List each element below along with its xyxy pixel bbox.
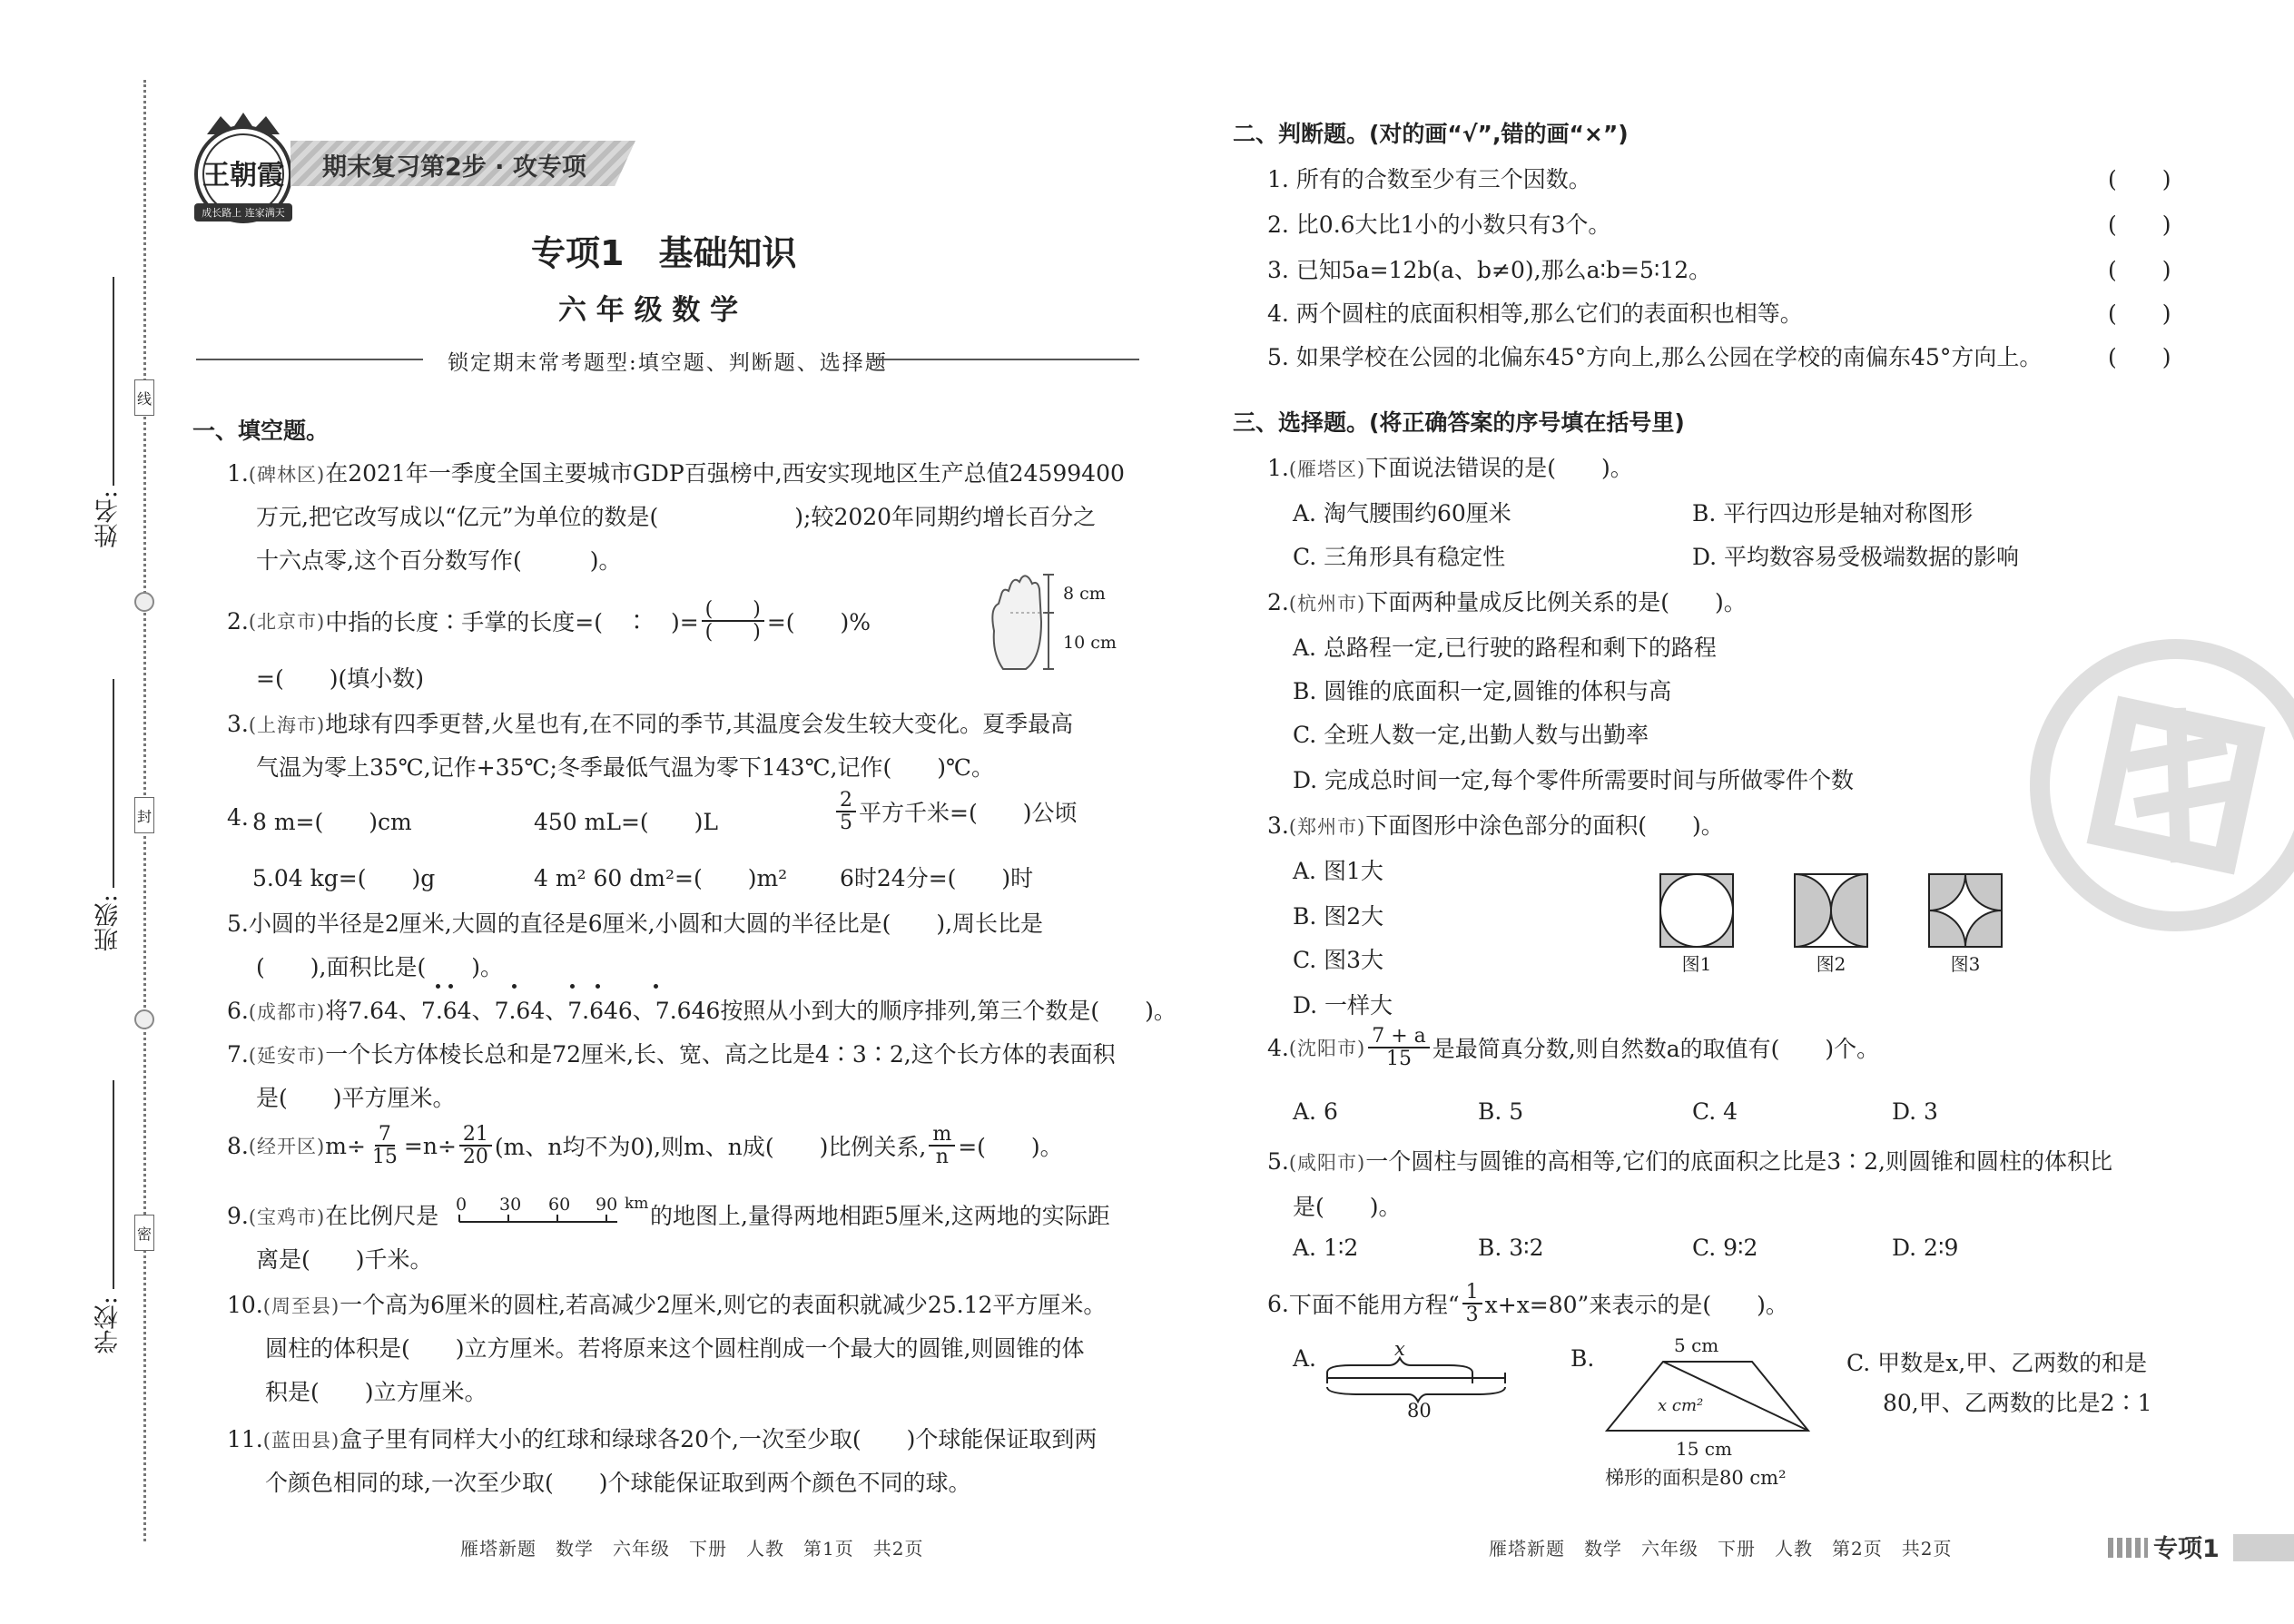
q8-text-d[interactable]: =( )。 bbox=[958, 1134, 1063, 1161]
school-field-line[interactable] bbox=[113, 1080, 114, 1289]
question-1 bbox=[227, 456, 1125, 488]
mc1-option-c[interactable]: C. 三角形具有稳定性 bbox=[1293, 544, 1506, 570]
tagline-rule-right bbox=[867, 359, 1139, 360]
mc1-option-b[interactable]: B. 平行四边形是轴对称图形 bbox=[1692, 500, 1974, 527]
q8-source: (经开区) bbox=[248, 1136, 326, 1158]
mc6-option-b-label[interactable]: B. bbox=[1570, 1345, 1595, 1372]
q2-number: 2. bbox=[227, 607, 249, 635]
q9-line-2[interactable]: 离是( )千米。 bbox=[256, 1246, 433, 1273]
q4-cell-5[interactable]: 4 m² 60 dm²=( )m² bbox=[534, 865, 788, 891]
mc6-fraction bbox=[1462, 1282, 1482, 1325]
mc4-frac-den: 15 bbox=[1386, 1048, 1413, 1071]
q9-line-1-start bbox=[227, 1198, 438, 1231]
q10-line-2[interactable]: 圆柱的体积是( )立方厘米。若将原来这个圆柱削成一个最大的圆锥,则圆锥的体 bbox=[265, 1335, 1085, 1362]
mc6-frac-num: 1 bbox=[1462, 1282, 1482, 1304]
scale-unit: km bbox=[625, 1195, 649, 1213]
q1-line-1: 在2021年一季度全国主要城市GDP百强榜中,西安实现地区生产总值24599400 bbox=[325, 460, 1125, 487]
question-11[interactable] bbox=[227, 1422, 1097, 1454]
q9-source: (宝鸡市) bbox=[248, 1206, 326, 1228]
tagline-rule-left bbox=[196, 359, 423, 360]
q2-text-a: 中指的长度∶手掌的长度=( ∶ )= bbox=[325, 609, 699, 636]
binding-mark-xian: 线 bbox=[134, 379, 154, 416]
q8-fraction-1 bbox=[369, 1124, 401, 1167]
q2-frac-num[interactable]: ( ) bbox=[702, 599, 764, 622]
question-7 bbox=[227, 1037, 1116, 1069]
scale-tick-60: 60 bbox=[548, 1195, 571, 1215]
q3-line-2[interactable]: 气温为零上35℃,记作+35℃;冬季最低气温为零下143℃,记作( )℃。 bbox=[256, 754, 994, 781]
mc1-option-d[interactable]: D. 平均数容易受极端数据的影响 bbox=[1692, 544, 2020, 570]
tf-answer-2[interactable]: ( ) bbox=[2108, 212, 2171, 238]
mc1-stem[interactable]: 下面说法错误的是( )。 bbox=[1365, 455, 1633, 481]
q7-line-1: 一个长方体棱长总和是72厘米,长、宽、高之比是4∶3∶2,这个长方体的表面积 bbox=[325, 1041, 1116, 1068]
binding-ornament-1 bbox=[134, 592, 154, 612]
q6-number: 6. bbox=[227, 998, 249, 1024]
tf-answer-1[interactable]: ( ) bbox=[2108, 166, 2171, 192]
tf-item-3: 3. 已知5a=12b(a、b≠0),那么a∶b=5∶12。 bbox=[1267, 257, 1712, 283]
mc6-b-mid-label: x cm² bbox=[1658, 1396, 1704, 1415]
q3-source: (上海市) bbox=[248, 714, 326, 736]
mc6-option-a-label[interactable]: A. bbox=[1293, 1345, 1317, 1372]
q8-number: 8. bbox=[227, 1132, 249, 1159]
q11-number: 11. bbox=[227, 1426, 263, 1452]
q5-line-1[interactable]: 小圆的半径是2厘米,大圆的直径是6厘米,小圆和大圆的半径比是( ),周长比是 bbox=[248, 910, 1044, 937]
mc1-option-a[interactable]: A. 淘气腰围约60厘米 bbox=[1293, 500, 1511, 527]
q2-source: (北京市) bbox=[248, 611, 326, 634]
scale-tick-0: 0 bbox=[456, 1195, 468, 1215]
q3-number: 3. bbox=[227, 711, 249, 737]
figure-2 bbox=[1794, 873, 1868, 948]
q10-source: (周至县) bbox=[262, 1295, 340, 1317]
hand-top-length: 8 cm bbox=[1063, 584, 1106, 604]
q8-text-a: m÷ bbox=[325, 1132, 366, 1159]
mc1-number: 1. bbox=[1267, 455, 1289, 481]
q5-number: 5. bbox=[227, 910, 249, 937]
q8-f2-den: 20 bbox=[462, 1146, 488, 1169]
mc3-source: (郑州市) bbox=[1288, 816, 1366, 838]
mc6-option-c-line-2[interactable]: 80,甲、乙两数的比是2∶1 bbox=[1883, 1390, 2152, 1416]
q4-fraction bbox=[836, 790, 856, 833]
name-label: 姓名: bbox=[94, 490, 123, 548]
mc-question-5 bbox=[1267, 1144, 2112, 1176]
mc6-b-caption: 梯形的面积是80 cm² bbox=[1605, 1467, 1787, 1489]
q2-line-2[interactable]: =( )(填小数) bbox=[256, 665, 424, 692]
mc4-option-a[interactable]: A. 6 bbox=[1293, 1098, 1338, 1125]
q6-source: (成都市) bbox=[248, 1001, 326, 1023]
figure-1-label: 图1 bbox=[1681, 953, 1712, 975]
mc6-a-x-label: x bbox=[1394, 1338, 1405, 1360]
figure-3-label: 图3 bbox=[1950, 953, 1981, 975]
tf-item-4: 4. 两个圆柱的底面积相等,那么它们的表面积也相等。 bbox=[1267, 300, 1803, 327]
mc4-frac-num: 7 + a bbox=[1368, 1026, 1430, 1048]
watermark-seal bbox=[2026, 635, 2294, 935]
mc2-number: 2. bbox=[1267, 589, 1289, 615]
mc5-option-b[interactable]: B. 3∶2 bbox=[1478, 1235, 1544, 1261]
figure-2-label: 图2 bbox=[1816, 953, 1846, 975]
question-6[interactable] bbox=[227, 993, 1177, 1026]
mc4-number: 4. bbox=[1267, 1034, 1289, 1061]
mc6-b-top-label: 5 cm bbox=[1674, 1334, 1719, 1356]
q10-line-3[interactable]: 积是( )立方厘米。 bbox=[265, 1379, 487, 1405]
right-page-footer: 雁塔新题 数学 六年级 下册 人教 第2页 共2页 bbox=[1489, 1538, 1953, 1560]
q10-line-1: 一个高为6厘米的圆柱,若高减少2厘米,则它的表面积就减少25.12平方厘米。 bbox=[340, 1292, 1107, 1318]
name-field-line[interactable] bbox=[113, 277, 114, 486]
q11-line-2[interactable]: 个颜色相同的球,一次至少取( )个球能保证取到两个颜色不同的球。 bbox=[265, 1470, 971, 1496]
page-title: 专项1 基础知识 bbox=[531, 233, 797, 273]
binding-mark-feng: 封 bbox=[134, 797, 154, 833]
section-fill-title: 一、填空题。 bbox=[192, 418, 330, 444]
q8-text-b: =n÷ bbox=[403, 1132, 457, 1159]
q7-source: (延安市) bbox=[248, 1045, 326, 1067]
binding-mark-mi: 密 bbox=[134, 1215, 154, 1251]
tf-answer-4[interactable]: ( ) bbox=[2108, 300, 2171, 327]
mc5-option-c[interactable]: C. 9∶2 bbox=[1692, 1235, 1758, 1261]
repeating-decimal-dots bbox=[436, 984, 663, 993]
q8-fraction-2 bbox=[459, 1124, 492, 1167]
page-subtitle: 六 年 级 数 学 bbox=[558, 294, 739, 327]
q2-frac-den[interactable]: ( ) bbox=[704, 621, 761, 645]
q1-line-3[interactable]: 十六点零,这个百分数写作( )。 bbox=[256, 547, 622, 574]
logo-text: 王朝霞 bbox=[202, 160, 284, 192]
q1-number: 1. bbox=[227, 460, 249, 487]
mc-question-3[interactable] bbox=[1267, 808, 1724, 841]
mc5-option-a[interactable]: A. 1∶2 bbox=[1293, 1235, 1359, 1261]
q9-text-b: 的地图上,量得两地相距5厘米,这两地的实际距 bbox=[650, 1203, 1110, 1229]
mc-question-1[interactable] bbox=[1267, 450, 1633, 483]
mc3-number: 3. bbox=[1267, 812, 1289, 839]
q11-line-1[interactable]: 盒子里有同样大小的红球和绿球各20个,一次至少取( )个球能保证取到两 bbox=[340, 1426, 1098, 1452]
q5-line-2[interactable]: ( ),面积比是( )。 bbox=[256, 954, 503, 980]
q4-cell-3[interactable] bbox=[833, 790, 1077, 833]
q1-line-2[interactable]: 万元,把它改写成以“亿元”为单位的数是( );较2020年同期约增长百分之 bbox=[256, 504, 1097, 530]
tf-item-2: 2. 比0.6大比1小的小数只有3个。 bbox=[1267, 212, 1611, 238]
q8-f3-den: n bbox=[935, 1146, 949, 1169]
q2-text-b[interactable]: =( )% bbox=[766, 609, 871, 636]
mc3-option-b[interactable]: B. 图2大 bbox=[1293, 903, 1384, 930]
mc5-option-d[interactable]: D. 2∶9 bbox=[1892, 1235, 1959, 1261]
q4-frac-den: 5 bbox=[840, 812, 852, 835]
q10-number: 10. bbox=[227, 1292, 263, 1318]
corner-tag-bar bbox=[2233, 1534, 2294, 1561]
question-3 bbox=[227, 706, 1073, 739]
q4-cell-4[interactable]: 5.04 kg=( )g bbox=[252, 865, 436, 891]
q4-cell-1[interactable]: 8 m=( )cm bbox=[252, 809, 412, 835]
q9-text-a: 在比例尺是 bbox=[325, 1203, 439, 1229]
corner-tag-deco bbox=[2108, 1538, 2148, 1558]
mc-question-4[interactable] bbox=[1267, 1026, 1879, 1069]
q1-source: (碑林区) bbox=[248, 464, 326, 486]
mc6-frac-den: 3 bbox=[1465, 1304, 1479, 1327]
mc-question-6[interactable] bbox=[1267, 1282, 1788, 1325]
q8-f2-num: 21 bbox=[459, 1124, 492, 1147]
tf-item-1: 1. 所有的合数至少有三个因数。 bbox=[1267, 166, 1591, 192]
mc3-option-d[interactable]: D. 一样大 bbox=[1293, 992, 1393, 1019]
q3-line-1: 地球有四季更替,火星也有,在不同的季节,其温度会发生较大变化。夏季最高 bbox=[325, 711, 1074, 737]
mc4-option-b[interactable]: B. 5 bbox=[1478, 1098, 1524, 1125]
mc5-line-2[interactable]: 是( )。 bbox=[1293, 1194, 1402, 1220]
question-2[interactable] bbox=[227, 599, 871, 643]
mc5-number: 5. bbox=[1267, 1148, 1289, 1175]
question-8[interactable] bbox=[227, 1124, 1063, 1167]
mc2-stem[interactable]: 下面两种量成反比例关系的是( )。 bbox=[1365, 589, 1747, 615]
q4-frac-num: 2 bbox=[836, 790, 856, 812]
tagline: 锁定期末常考题型:填空题、判断题、选择题 bbox=[448, 351, 888, 375]
q7-line-2[interactable]: 是( )平方厘米。 bbox=[256, 1085, 456, 1111]
mc2-source: (杭州市) bbox=[1288, 593, 1366, 615]
corner-tag: 专项1 bbox=[2153, 1535, 2220, 1563]
tf-item-5: 5. 如果学校在公园的北偏东45°方向上,那么公园在学校的南偏东45°方向上。 bbox=[1267, 344, 2043, 370]
q2-fraction[interactable] bbox=[702, 599, 764, 643]
logo-subtext: 成长路上 连家满天 bbox=[202, 207, 285, 219]
mc5-source: (咸阳市) bbox=[1288, 1152, 1366, 1174]
q8-text-c[interactable]: (m、n均不为0),则m、n成( )比例关系, bbox=[494, 1134, 927, 1161]
map-scale-bar bbox=[456, 1195, 649, 1231]
mc5-line-1: 一个圆柱与圆锥的高相等,它们的底面积之比是3∶2,则圆锥和圆柱的体积比 bbox=[1365, 1148, 2112, 1175]
q4-cell-2[interactable]: 450 mL=( )L bbox=[534, 809, 719, 835]
mc6-option-c-line-1[interactable]: C. 甲数是x,甲、乙两数的和是 bbox=[1846, 1350, 2148, 1376]
class-field-line[interactable] bbox=[113, 679, 114, 888]
mc4-stem[interactable]: 是最简真分数,则自然数a的取值有( )个。 bbox=[1432, 1036, 1880, 1063]
mc4-option-d[interactable]: D. 3 bbox=[1892, 1098, 1938, 1125]
q8-f1-num: 7 bbox=[375, 1124, 395, 1147]
scale-tick-30: 30 bbox=[499, 1195, 522, 1215]
mc6-number: 6. bbox=[1267, 1290, 1289, 1317]
figure-3 bbox=[1928, 873, 2003, 948]
q11-source: (蓝田县) bbox=[262, 1430, 340, 1452]
section-mc-title: 三、选择题。(将正确答案的序号填在括号里) bbox=[1233, 409, 1685, 436]
mc4-fraction bbox=[1368, 1026, 1430, 1069]
section-tf-title: 二、判断题。(对的画“√”,错的画“×”) bbox=[1233, 121, 1629, 147]
q7-number: 7. bbox=[227, 1041, 249, 1068]
mc2-option-d[interactable]: D. 完成总时间一定,每个零件所需要时间与所做零件个数 bbox=[1293, 767, 1854, 793]
q4-cell-6[interactable]: 6时24分=( )时 bbox=[840, 865, 1034, 891]
hand-illustration bbox=[976, 567, 1157, 676]
mc2-option-c[interactable]: C. 全班人数一定,出勤人数与出勤率 bbox=[1293, 722, 1649, 748]
q6-line-1[interactable]: 将7.64、7.64、7.64、7.646、7.646按照从小到大的顺序排列,第三个数是( )。 bbox=[325, 998, 1177, 1024]
question-5[interactable] bbox=[227, 906, 1043, 939]
tf-answer-5[interactable]: ( ) bbox=[2108, 344, 2171, 370]
mc6-a-total-label: 80 bbox=[1407, 1400, 1432, 1422]
mc-question-2[interactable] bbox=[1267, 585, 1747, 617]
mc4-option-c[interactable]: C. 4 bbox=[1692, 1098, 1738, 1125]
tf-answer-3[interactable]: ( ) bbox=[2108, 257, 2171, 283]
mc3-option-c[interactable]: C. 图3大 bbox=[1293, 947, 1384, 973]
figure-1 bbox=[1659, 873, 1734, 948]
mc6-stem-a: 下面不能用方程“ bbox=[1288, 1292, 1460, 1319]
q4-number: 4. bbox=[227, 804, 249, 831]
mc6-stem-b[interactable]: x+x=80”来表示的是( )。 bbox=[1484, 1292, 1788, 1319]
mc4-source: (沈阳市) bbox=[1288, 1038, 1366, 1060]
binding-ornament-2 bbox=[134, 1009, 154, 1029]
left-page-footer: 雁塔新题 数学 六年级 下册 人教 第1页 共2页 bbox=[460, 1538, 924, 1560]
school-label: 学校: bbox=[94, 1296, 123, 1354]
mc2-option-a[interactable]: A. 总路程一定,已行驶的路程和剩下的路程 bbox=[1293, 635, 1717, 661]
banner-text: 期末复习第2步 · 攻专项 bbox=[322, 153, 586, 182]
mc3-option-a[interactable]: A. 图1大 bbox=[1293, 858, 1383, 884]
question-10 bbox=[227, 1287, 1106, 1320]
q9-number: 9. bbox=[227, 1203, 249, 1229]
scale-tick-90: 90 bbox=[596, 1195, 618, 1215]
q4-cell-3-text[interactable]: 平方千米=( )公顷 bbox=[859, 800, 1078, 827]
q8-f3-num: m bbox=[929, 1124, 955, 1147]
mc1-source: (雁塔区) bbox=[1288, 458, 1366, 480]
brand-logo bbox=[180, 109, 307, 227]
class-label: 班级: bbox=[94, 894, 123, 952]
mc3-stem[interactable]: 下面图形中涂色部分的面积( )。 bbox=[1365, 812, 1724, 839]
mc2-option-b[interactable]: B. 圆锥的底面积一定,圆锥的体积与高 bbox=[1293, 678, 1672, 704]
mc6-option-a-diagram bbox=[1324, 1338, 1514, 1429]
mc6-option-b-trapezoid bbox=[1603, 1358, 1812, 1434]
q8-fraction-3 bbox=[929, 1124, 955, 1167]
hand-bottom-length: 10 cm bbox=[1063, 633, 1117, 653]
mc6-b-bottom-label: 15 cm bbox=[1676, 1438, 1732, 1460]
q8-f1-den: 15 bbox=[371, 1146, 398, 1169]
